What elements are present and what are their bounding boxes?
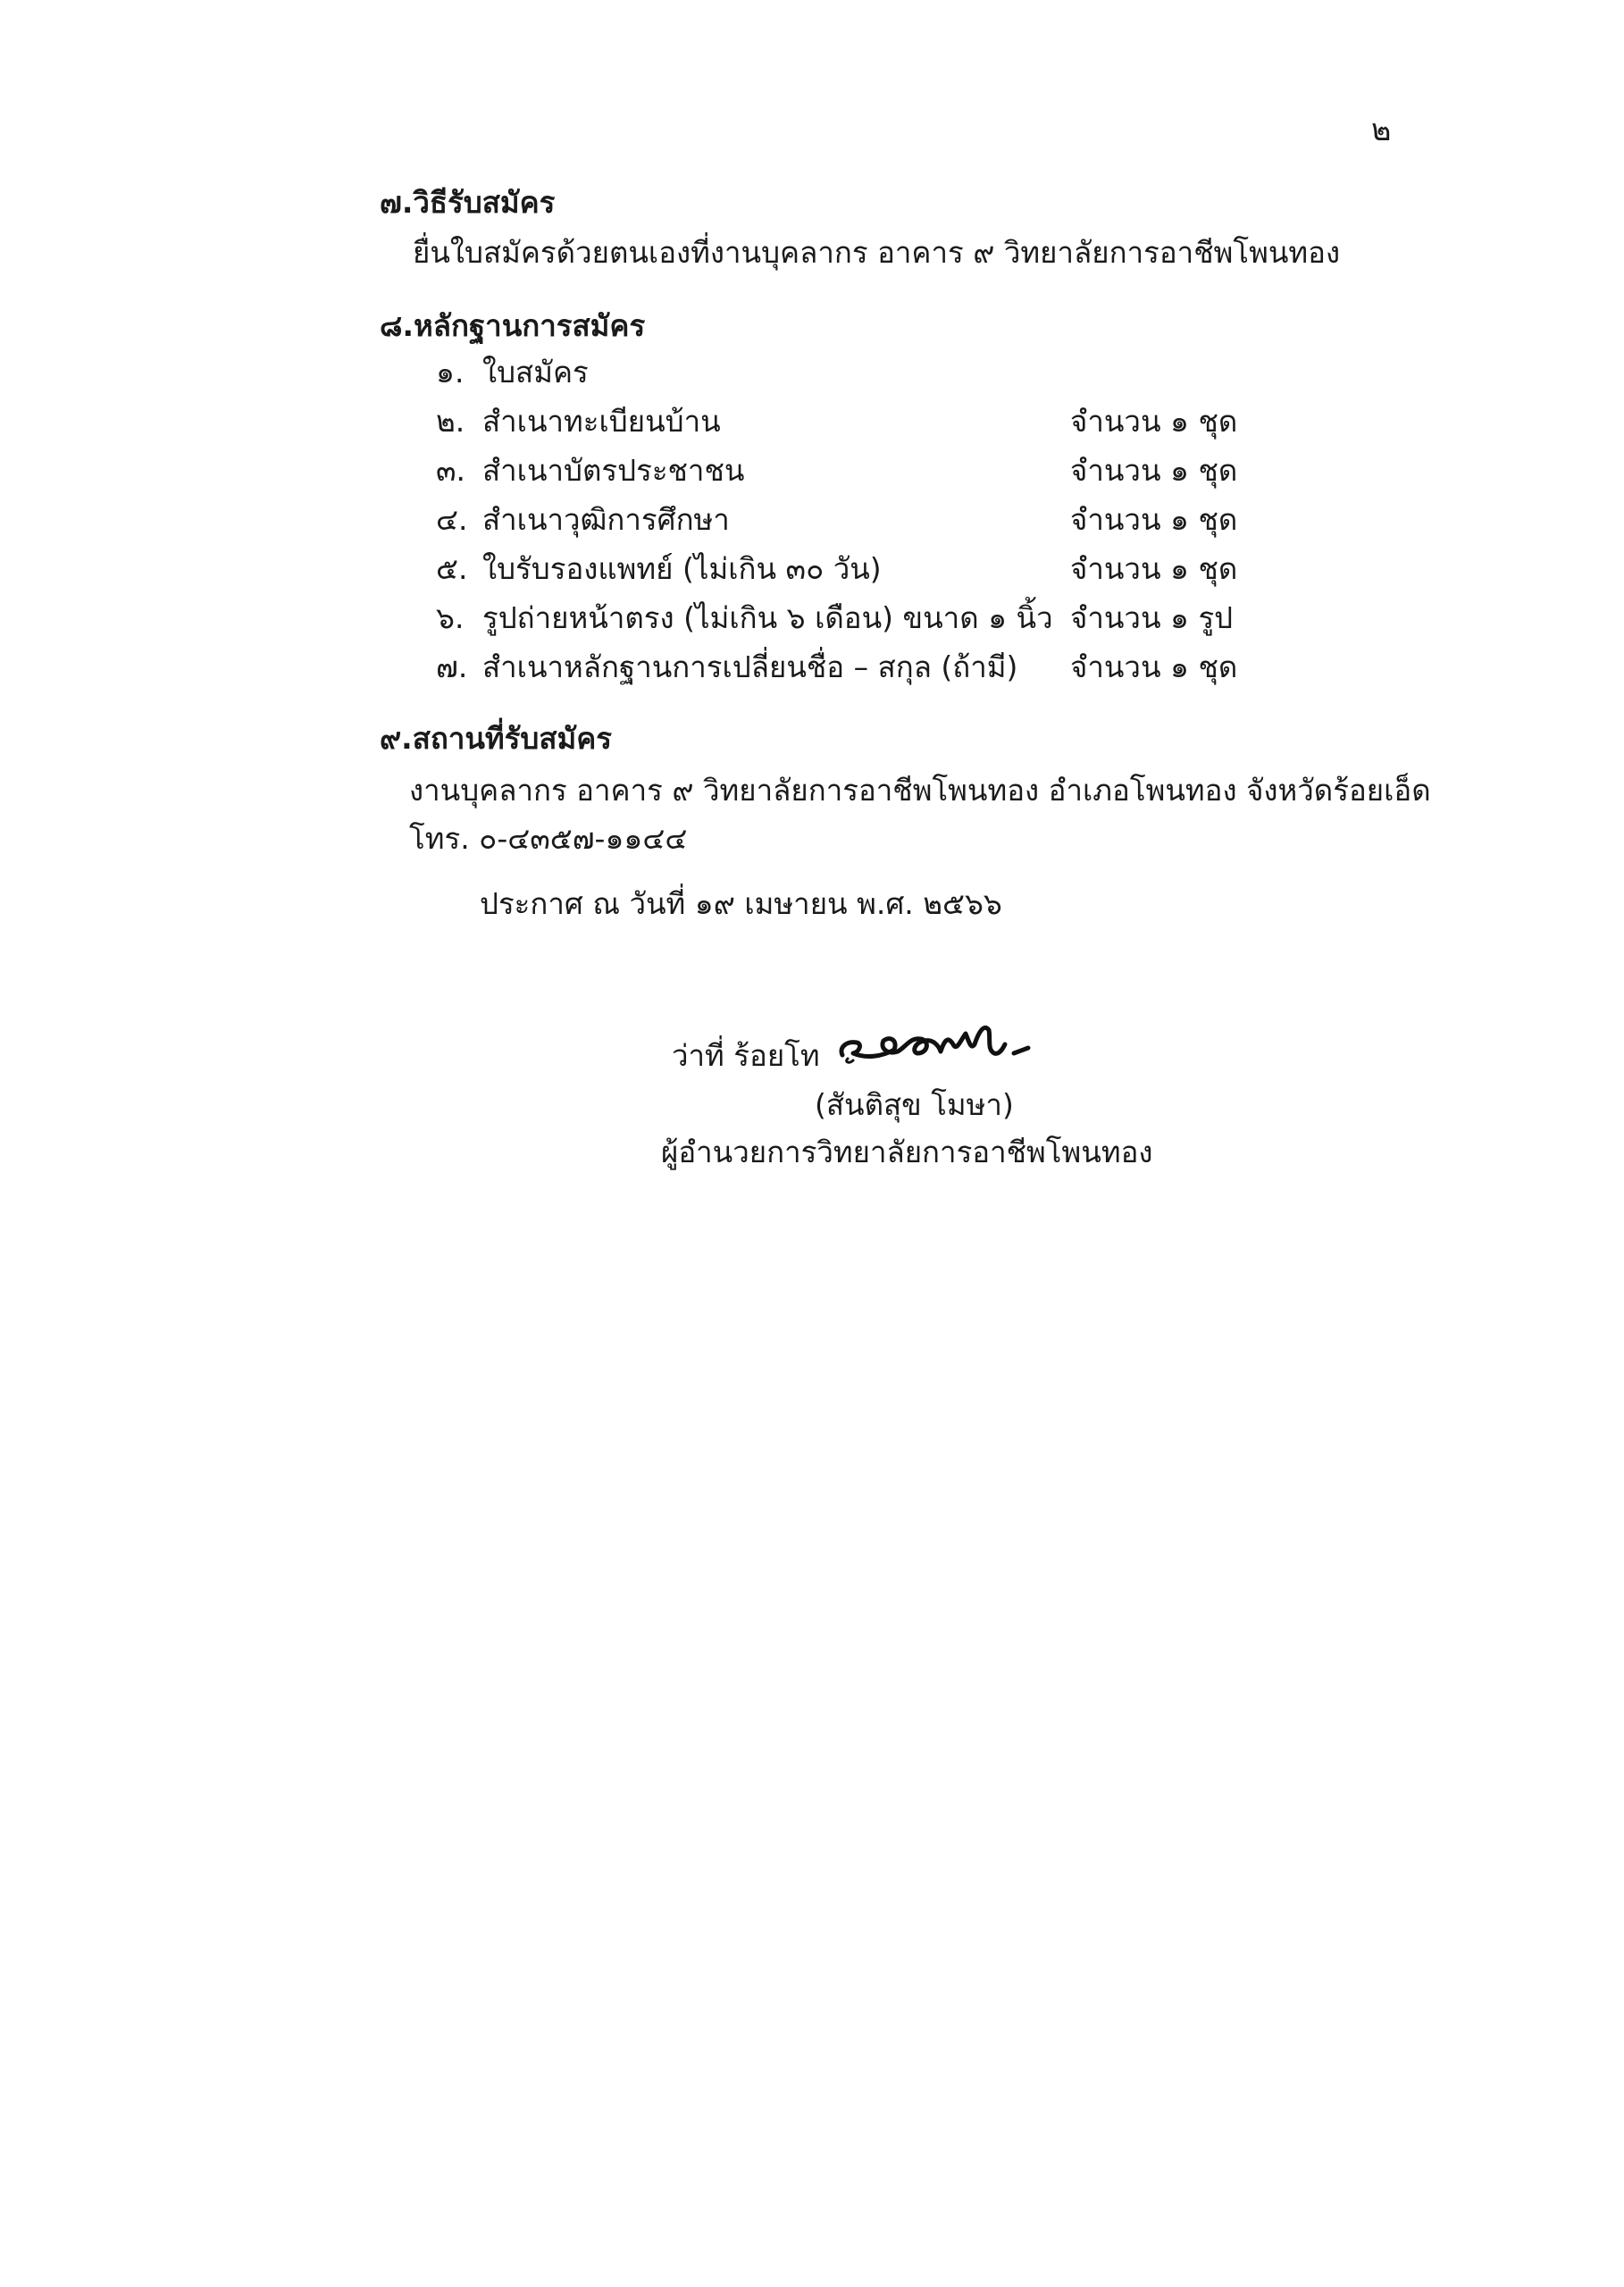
item-text: สำเนาหลักฐานการเปลี่ยนชื่อ – สกุล (ถ้ามี) [482, 649, 1018, 684]
section-7-text: ยื่นใบสมัครด้วยตนเองที่งานบุคลากร อาคาร ๙ วิทยาลัยการอาชีพโพนทอง [413, 235, 1341, 270]
item-quantity: จำนวน ๑ ชุด [1070, 502, 1238, 537]
item-quantity: จำนวน ๑ ชุด [1070, 551, 1238, 586]
item-text: สำเนาบัตรประชาชน [482, 453, 745, 488]
section-7-heading: ๗.วิธีรับสมัคร [380, 185, 556, 220]
item-number: ๒. [436, 404, 465, 439]
list-item [436, 447, 1258, 496]
list-item [436, 643, 1258, 692]
list-item [436, 348, 1258, 398]
item-number: ๑. [436, 355, 465, 390]
signer-position: ผู้อำนวยการวิทยาลัยการอาชีพโพนทอง [661, 1135, 1153, 1169]
list-item [436, 545, 1258, 594]
list-item [436, 594, 1258, 643]
item-text: รูปถ่ายหน้าตรง (ไม่เกิน ๖ เดือน) ขนาด ๑ นิ้ว [482, 600, 1053, 635]
item-text: ใบสมัคร [482, 355, 589, 390]
section-9-address: งานบุคลากร อาคาร ๙ วิทยาลัยการอาชีพโพนทอง อำเภอโพนทอง จังหวัดร้อยเอ็ด [409, 773, 1431, 808]
signer-rank: ว่าที่ ร้อยโท [672, 1038, 820, 1073]
item-text: สำเนาทะเบียนบ้าน [482, 404, 721, 439]
signature-row [661, 1014, 1197, 1076]
announcement-date: ประกาศ ณ วันที่ ๑๙ เมษายน พ.ศ. ๒๕๖๖ [480, 886, 1002, 921]
page-number: ๒ [1371, 113, 1392, 148]
section-9-phone: โทร. ๐-๔๓๕๗-๑๑๔๔ [409, 821, 688, 856]
evidence-list [436, 348, 1258, 692]
item-quantity: จำนวน ๑ รูป [1070, 600, 1234, 635]
item-number: ๗. [436, 649, 468, 684]
item-quantity: จำนวน ๑ ชุด [1070, 453, 1238, 488]
item-quantity: จำนวน ๑ ชุด [1070, 404, 1238, 439]
item-number: ๖. [436, 600, 465, 635]
item-number: ๓. [436, 453, 466, 488]
section-9-heading: ๙.สถานที่รับสมัคร [380, 721, 613, 756]
item-text: สำเนาวุฒิการศึกษา [482, 502, 730, 537]
section-8-heading: ๘.หลักฐานการสมัคร [380, 308, 646, 343]
signature-block [661, 1014, 1197, 1169]
list-item [436, 496, 1258, 545]
signer-name: (สันติสุข โมษา) [815, 1087, 1014, 1122]
signature-mark [835, 1014, 1041, 1068]
list-item [436, 398, 1258, 447]
item-text: ใบรับรองแพทย์ (ไม่เกิน ๓๐ วัน) [482, 551, 882, 586]
item-number: ๕. [436, 551, 468, 586]
item-number: ๔. [436, 502, 468, 537]
item-quantity: จำนวน ๑ ชุด [1070, 649, 1238, 684]
